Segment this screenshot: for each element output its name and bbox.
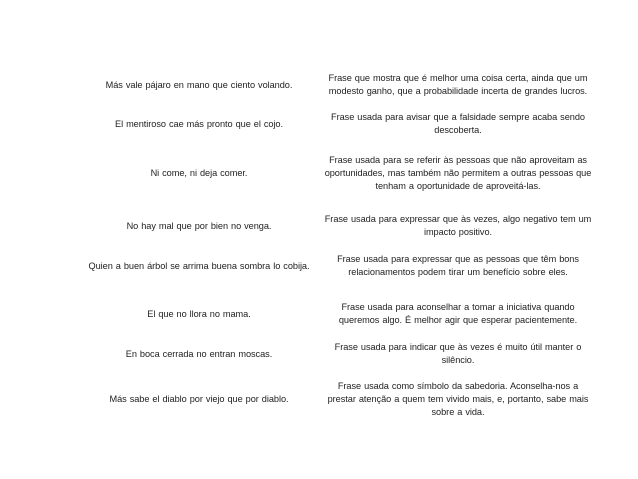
proverb-row: [0, 204, 638, 248]
proverb-saying: Quien a buen árbol se arrima buena sombra lo cobija.: [88, 260, 310, 271]
proverb-meaning: Frase usada para avisar que a falsidade sempre acaba sendo descoberta.: [331, 112, 585, 135]
proverb-row: [0, 102, 638, 146]
proverb-row: [0, 292, 638, 336]
proverb-meaning: Frase que mostra que é melhor uma coisa certa, ainda que um modesto ganho, que a probabilidade incerta de grandes lucros.: [328, 73, 588, 96]
proverb-row: [0, 377, 638, 421]
proverb-meaning-cell: [316, 244, 600, 288]
proverb-saying: Ni come, ni deja comer.: [150, 167, 248, 178]
proverb-meaning: Frase usada como símbolo da sabedoria. Aconselha-nos a prestar atenção a quem tem vivido mais, e, portanto, sabe mais sobre a vida.: [327, 380, 589, 417]
proverb-meaning-cell: [316, 102, 600, 146]
proverb-row: [0, 244, 638, 288]
proverb-meaning-cell: [316, 204, 600, 248]
proverb-meaning-cell: [316, 292, 600, 336]
proverb-saying: Más sabe el diablo por viejo que por diablo.: [109, 393, 289, 404]
proverb-saying: No hay mal que por bien no venga.: [126, 220, 272, 231]
proverb-meaning: Frase usada para expressar que às vezes, algo negativo tem um impacto positivo.: [324, 214, 592, 237]
proverb-row: [0, 63, 638, 107]
proverb-meaning-cell: [316, 63, 600, 107]
proverb-meaning: Frase usada para expressar que as pessoas que têm bons relacionamentos podem tirar um benefício sobre eles.: [337, 254, 579, 277]
proverb-meaning-cell: [316, 151, 600, 195]
proverb-saying: El que no llora no mama.: [147, 308, 251, 319]
proverb-meaning-cell: [316, 332, 600, 376]
proverb-saying: Más vale pájaro en mano que ciento volando.: [105, 79, 293, 90]
proverb-meaning: Frase usada para aconselhar a tomar a iniciativa quando queremos algo. É melhor agir que esperar pacientemente.: [338, 302, 578, 325]
proverb-meaning-cell: [316, 377, 600, 421]
proverb-row: [0, 332, 638, 376]
proverb-meaning: Frase usada para se referir às pessoas que não aproveitam as oportunidades, mas também não permitem a outras pessoas que tenham a oportunidade de aproveitá-las.: [324, 154, 592, 191]
proverb-row: [0, 151, 638, 195]
proverb-saying: El mentiroso cae más pronto que el cojo.: [115, 118, 283, 129]
proverb-meaning: Frase usada para indicar que às vezes é muito útil manter o silêncio.: [334, 342, 582, 365]
proverb-saying: En boca cerrada no entran moscas.: [125, 348, 273, 359]
